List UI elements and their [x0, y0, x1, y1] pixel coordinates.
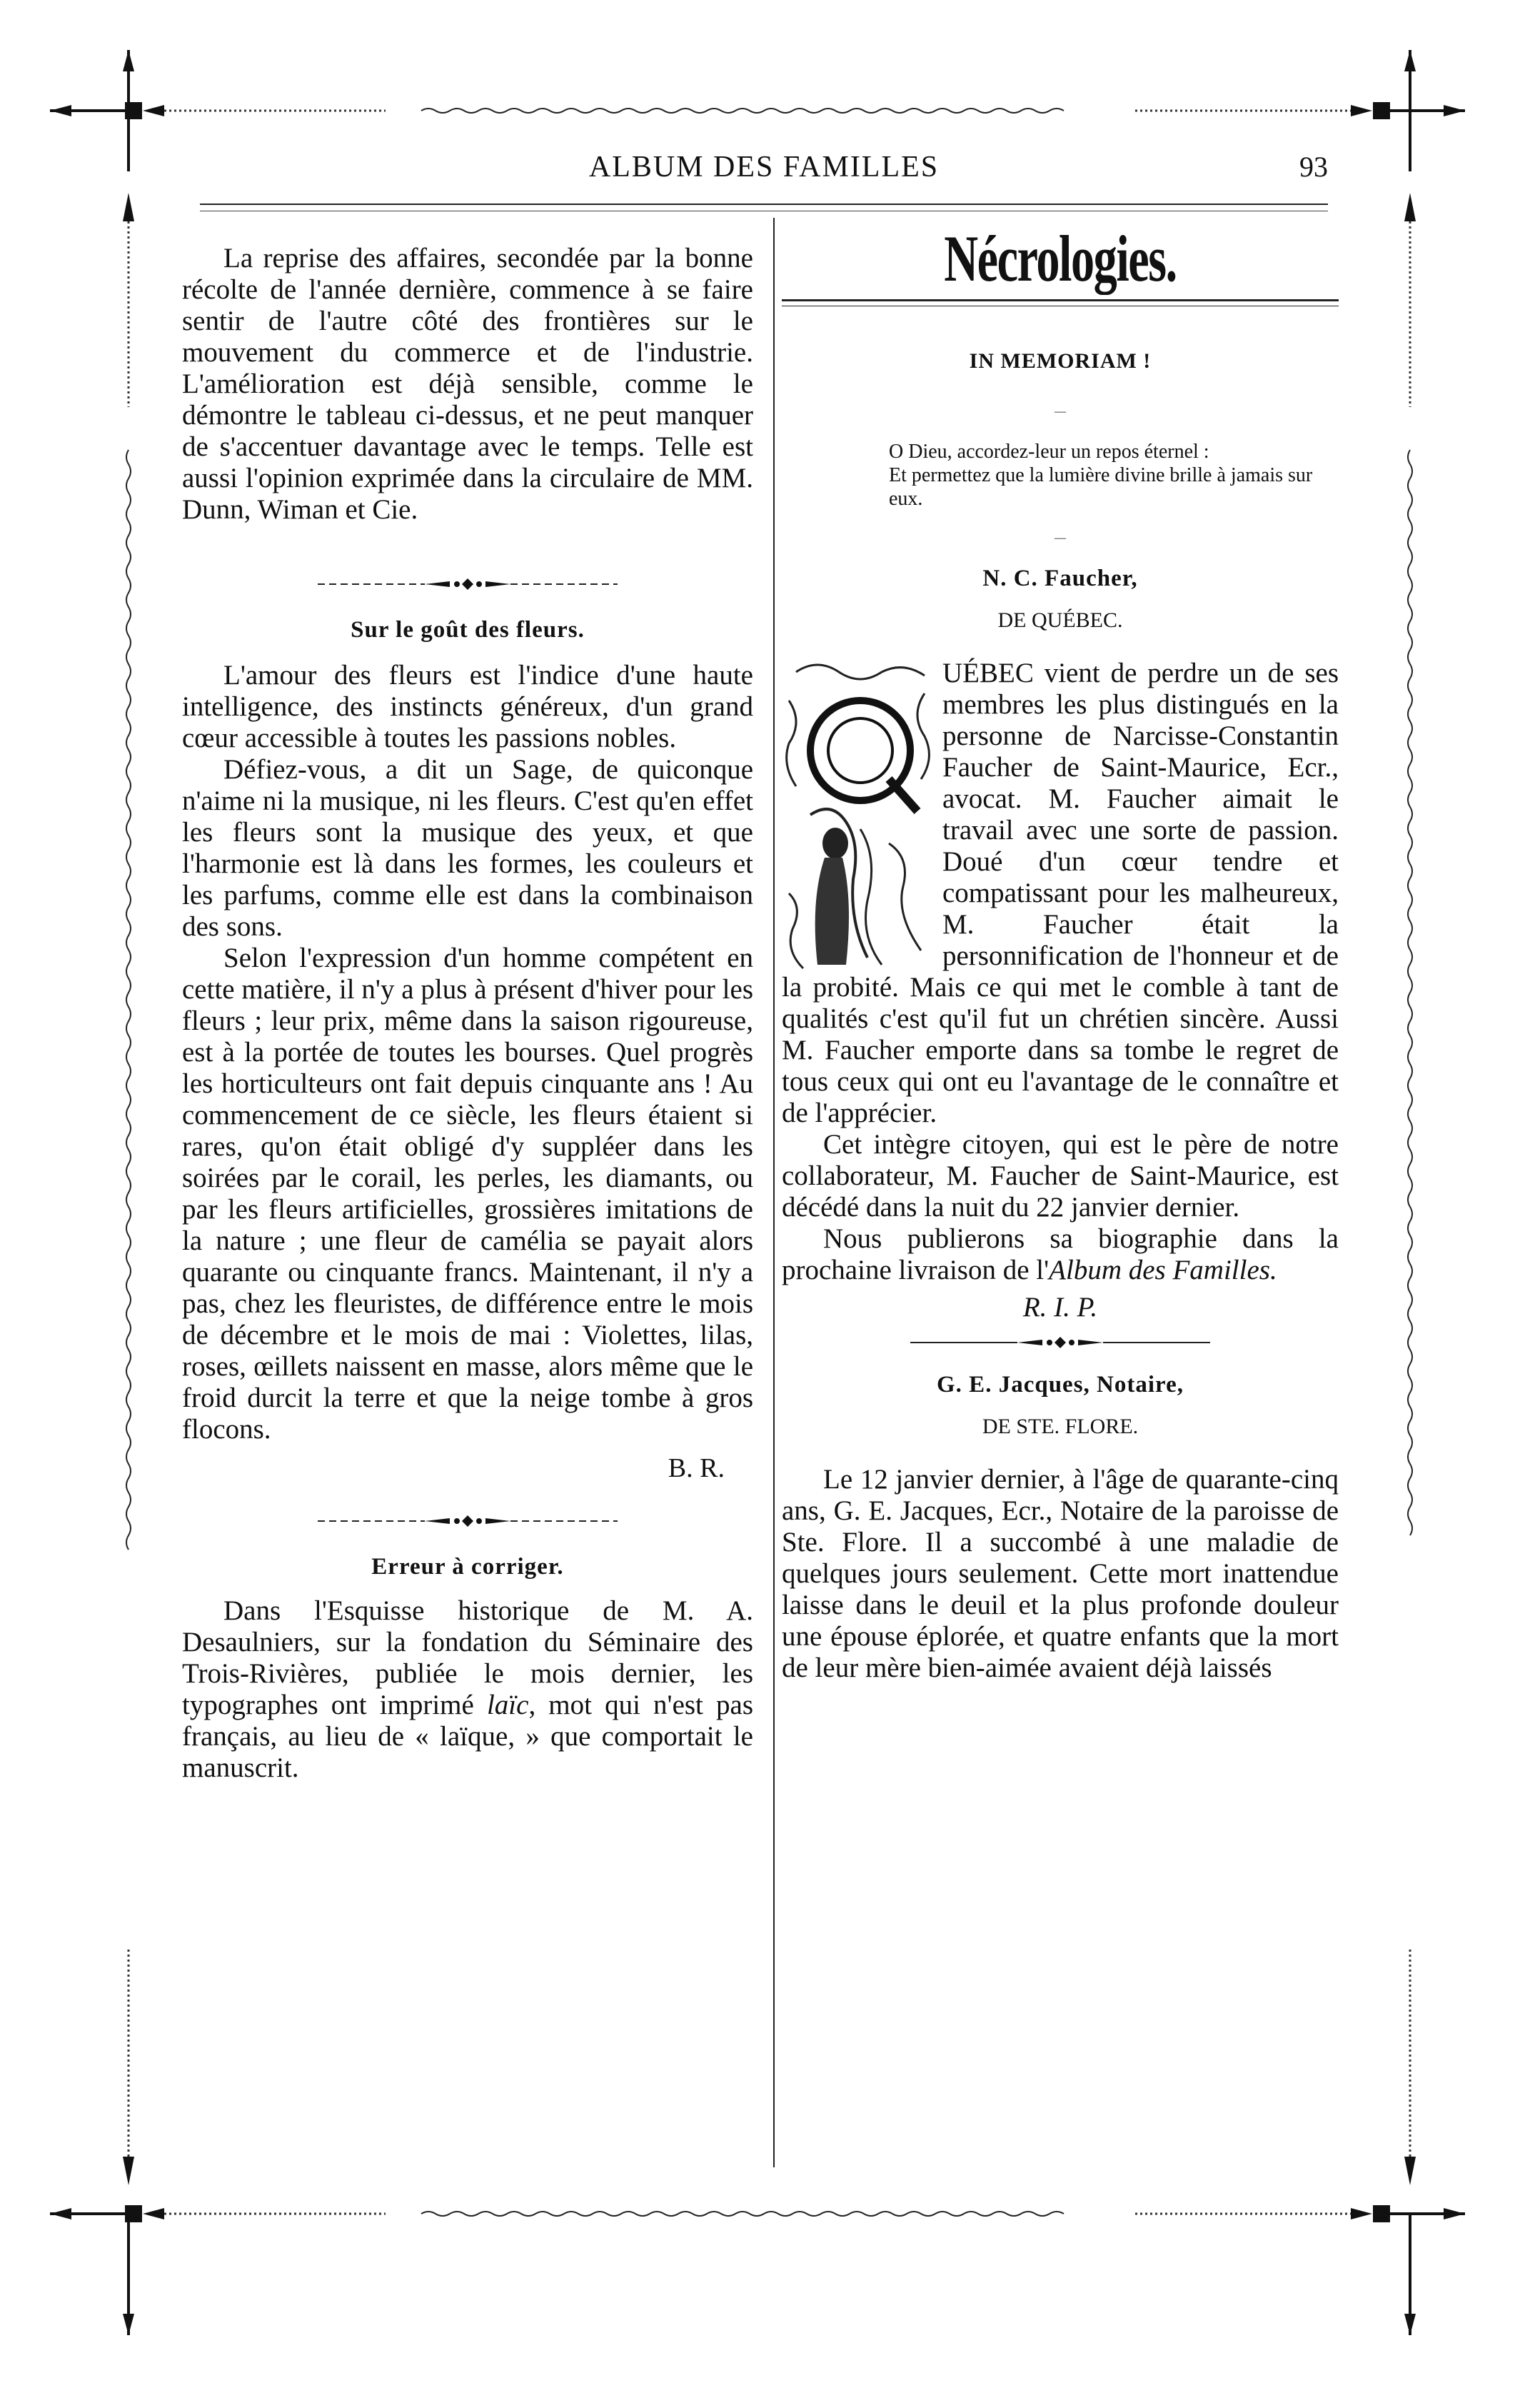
fleurs-paragraph-2: Défiez-vous, a dit un Sage, de quiconque n'aime ni la musique, ni les fleurs. C'est qu'en effet les fleurs sont la musique des yeux, et que l'harmonie est là dans les formes, les couleurs et les parfums, comme elle est dans la combinaison des sons. [182, 754, 753, 942]
heading-double-rule [782, 299, 1339, 306]
right-ornament-border [1396, 50, 1424, 2335]
right-column [782, 222, 1339, 1684]
fleurs-paragraph-1: L'amour des fleurs est l'indice d'une haute intelligence, des instincts généreux, d'un grand cœur accessible à toutes les passions nobles. [182, 660, 753, 753]
rip-closing [782, 1292, 1339, 1323]
fleurs-signature: B. R. [668, 1453, 725, 1483]
rip-text: R. I. P. [1022, 1292, 1098, 1323]
obituary-name-jacques: G. E. Jacques, Notaire, [937, 1372, 1184, 1398]
bottom-ornament-border [50, 2199, 1465, 2228]
epigraph [782, 440, 1339, 511]
obituary-place-quebec: DE QUÉBEC. [997, 608, 1123, 632]
left-column [182, 243, 753, 1784]
left-ornament-border [114, 50, 143, 2335]
ornamental-divider [318, 1512, 618, 1530]
epigraph-line-2: Et permettez que la lumière divine brille à jamais sur eux. [889, 464, 1313, 510]
ornamental-divider [318, 576, 618, 593]
faucher-lead-text: UÉBEC vient de perdre un de ses membres les plus distingués en la personne de Narcisse-Constantin Faucher de Saint-Maurice, Ecr., avocat. M. Faucher aimait le travail avec une sorte de passion. Doué d'un cœur tendre et compatissant pour les malheureux, M. Faucher était la personnification de l'honneur et de la probité. Mais ce qui met le comble à tant de qualités c'est qu'il fut un chrétien sincère. Aussi M. Faucher emporte dans sa tombe le regret de tous ceux qui ont eu l'avantage de le connaître et de l'apprécier. [782, 658, 1339, 1128]
faucher-p3-text: Nous publierons sa biographie dans la prochaine livraison de l' [782, 1223, 1339, 1285]
article-title-fleurs: Sur le goût des fleurs. [351, 617, 585, 643]
short-dash: — [1055, 532, 1066, 544]
page-number: 93 [1299, 151, 1328, 183]
top-ornament-border [50, 96, 1465, 125]
in-memoriam-title: IN MEMORIAM ! [969, 349, 1152, 373]
header-title: ALBUM DES FAMILLES [588, 151, 940, 184]
erreur-paragraph [182, 1595, 753, 1784]
erreur-text-a: Dans l'Esquisse historique de M. A. Desaulniers, sur la fondation du Séminaire des Trois-Rivières, publiée le mois dernier, les typographes ont imprimé [182, 1595, 753, 1720]
erreur-text-b: , mot qui n'est pas français, au lieu de « laïque, » que comportait le manuscrit. [182, 1690, 753, 1783]
jacques-paragraph: Le 12 janvier dernier, à l'âge de quarante-cinq ans, G. E. Jacques, Ecr., Notaire de la paroisse de Ste. Flore. Il a succombé à une maladie de quelques jours seulement. Cette mort inattendue laisse dans le deuil et la plus profonde douleur une épouse éplorée, et quatre enfants que la mort de leur mère bien-aimée avaient déjà laissés [782, 1464, 1339, 1683]
faucher-p3-italic: Album des Familles. [1049, 1255, 1277, 1285]
decorative-dropcap-illustration [782, 658, 935, 972]
erreur-italic-word: laïc [486, 1690, 529, 1720]
intro-paragraph: La reprise des affaires, secondée par la bonne récolte de l'année dernière, commence à se faire sentir de l'autre côté des frontières sur le mouvement du commerce et de l'industrie. L'amélioration est déjà sensible, comme le démontre le tableau ci-dessus, et ne peut manquer de s'accentuer davantage avec le temps. Telle est aussi l'opinion exprimée dans la circulaire de MM. Dunn, Wiman et Cie. [182, 243, 753, 525]
ornamental-divider [910, 1334, 1210, 1351]
faucher-paragraph-3 [782, 1223, 1339, 1286]
header-rule [200, 204, 1328, 205]
obituary-place-ste-flore: DE STE. FLORE. [982, 1415, 1139, 1438]
obituary-name-faucher: N. C. Faucher, [982, 566, 1138, 591]
faucher-paragraph-2: Cet intègre citoyen, qui est le père de notre collaborateur, M. Faucher de Saint-Maurice, est décédé dans la nuit du 22 janvier dernier. [782, 1129, 1339, 1223]
epigraph-line-1: O Dieu, accordez-leur un repos éternel : [889, 441, 1209, 463]
article-title-erreur: Erreur à corriger. [371, 1554, 564, 1580]
necrologies-heading: Nécrologies. [944, 222, 1177, 295]
fleurs-paragraph-3: Selon l'expression d'un homme compétent en cette matière, il n'y a plus à présent d'hiver pour les fleurs ; leur prix, même dans la saison rigoureuse, est à la portée de toutes les bourses. Quel progrès les horticulteurs ont fait depuis cinquante ans ! Au commencement de ce siècle, les fleurs étaient si rares, qu'on était obligé d'y suppléer dans les soirées par le corail, les perles, les diamants, ou par les fleurs artificielles, grossières imitations de la nature ; une fleur de camélia se payait alors quarante ou cinquante francs. Maintenant, il n'y a pas, chez les fleuristes, de différence entre le mois de décembre et le mois de mai : Violettes, lilas, roses, œillets naissent en masse, alors même que le froid durcit la terre et que la neige tombe à gros flocons. [182, 943, 753, 1445]
column-separator [773, 218, 775, 2167]
running-header [200, 150, 1328, 193]
short-dash: — [1055, 406, 1066, 418]
